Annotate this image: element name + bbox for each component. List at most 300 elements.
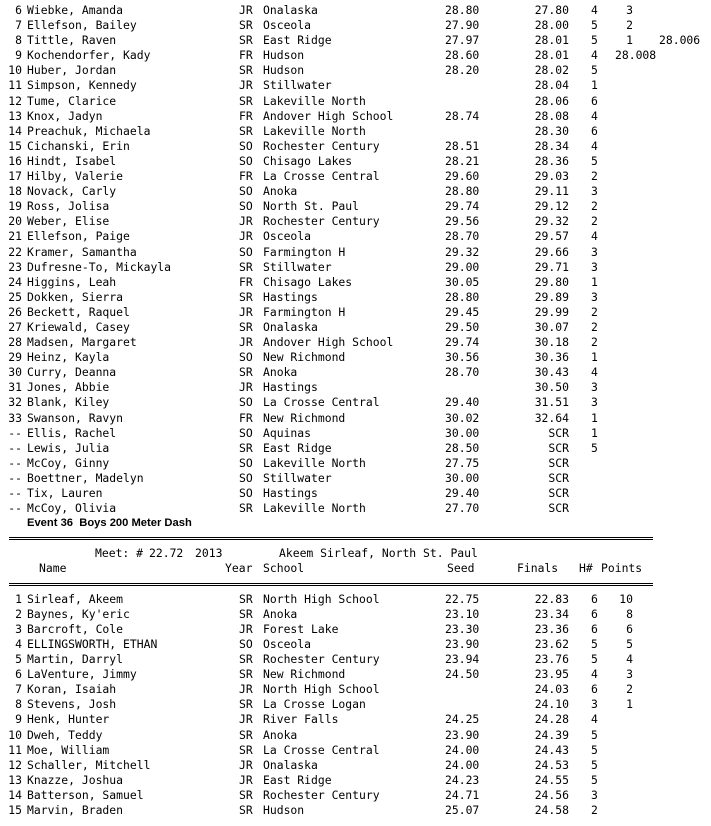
column-header-row bbox=[5, 561, 711, 576]
seed-time: 28.51 bbox=[445, 138, 480, 153]
heat-number: 5 bbox=[591, 63, 598, 78]
points-value: 6 bbox=[626, 621, 633, 636]
seed-time: 24.50 bbox=[445, 667, 480, 682]
boys-results-list bbox=[5, 592, 711, 818]
final-time: 29.32 bbox=[534, 214, 569, 229]
seed-time: 29.00 bbox=[445, 259, 480, 274]
meet-record-line bbox=[5, 546, 711, 561]
event-header-line bbox=[5, 516, 711, 531]
athlete-name: Cichanski, Erin bbox=[27, 138, 130, 153]
seed-time: 28.21 bbox=[445, 153, 480, 168]
school-name: East Ridge bbox=[263, 440, 332, 455]
athlete-name: Knox, Jadyn bbox=[27, 108, 103, 123]
seed-time: 23.30 bbox=[445, 621, 480, 636]
school-name: Rochester Century bbox=[263, 652, 380, 667]
athlete-name: Ross, Jolisa bbox=[27, 199, 110, 214]
heat-number: 2 bbox=[591, 335, 598, 350]
heat-number: 2 bbox=[591, 214, 598, 229]
heat-number: 4 bbox=[591, 365, 598, 380]
col-school: School bbox=[263, 561, 305, 576]
place-cell: 7 bbox=[15, 18, 22, 33]
athlete-name: Batterson, Samuel bbox=[27, 787, 144, 802]
class-year: SO bbox=[239, 470, 253, 485]
heat-number: 5 bbox=[591, 757, 598, 772]
school-name: Lakeville North bbox=[263, 93, 366, 108]
school-name: Hastings bbox=[263, 289, 318, 304]
place-cell: 13 bbox=[8, 108, 22, 123]
result-row bbox=[5, 320, 711, 335]
result-row bbox=[5, 743, 711, 758]
final-time: 28.04 bbox=[534, 78, 569, 93]
class-year: JR bbox=[239, 335, 253, 350]
place-cell: 12 bbox=[8, 93, 22, 108]
heat-number: 3 bbox=[591, 380, 598, 395]
heat-number: 6 bbox=[591, 591, 598, 606]
class-year: JR bbox=[239, 214, 253, 229]
final-time: 29.57 bbox=[534, 229, 569, 244]
seed-time: 22.75 bbox=[445, 591, 480, 606]
heat-number: 4 bbox=[591, 3, 598, 17]
seed-time: 23.10 bbox=[445, 606, 480, 621]
tiebreak-time: 28.006 bbox=[659, 33, 701, 48]
place-cell: 28 bbox=[8, 335, 22, 350]
school-name: La Crosse Logan bbox=[263, 697, 366, 712]
heat-number: 4 bbox=[591, 229, 598, 244]
final-time: 28.00 bbox=[534, 18, 569, 33]
school-name: Anoka bbox=[263, 365, 298, 380]
final-time: 28.08 bbox=[534, 108, 569, 123]
heat-number: 6 bbox=[591, 123, 598, 138]
place-cell: 2 bbox=[15, 606, 22, 621]
class-year: JR bbox=[239, 304, 253, 319]
meet-holder: Akeem Sirleaf, North St. Paul bbox=[279, 546, 478, 561]
result-row bbox=[5, 350, 711, 365]
result-row bbox=[5, 184, 711, 199]
result-row bbox=[5, 788, 711, 803]
final-time: SCR bbox=[548, 455, 569, 470]
points-value: 28.008 bbox=[615, 48, 657, 63]
place-cell: -- bbox=[8, 501, 22, 516]
athlete-name: Weber, Elise bbox=[27, 214, 110, 229]
final-time: 23.76 bbox=[534, 652, 569, 667]
class-year: FR bbox=[239, 48, 253, 63]
place-cell: 5 bbox=[15, 652, 22, 667]
seed-time: 23.90 bbox=[445, 727, 480, 742]
class-year: SR bbox=[239, 501, 253, 516]
athlete-name: Stevens, Josh bbox=[27, 697, 117, 712]
final-time: 24.55 bbox=[534, 772, 569, 787]
school-name: Osceola bbox=[263, 18, 312, 33]
place-cell: 27 bbox=[8, 319, 22, 334]
result-row bbox=[5, 803, 711, 818]
class-year: SR bbox=[239, 591, 253, 606]
class-year: SR bbox=[239, 18, 253, 33]
athlete-name: McCoy, Olivia bbox=[27, 501, 117, 516]
place-cell: 9 bbox=[15, 48, 22, 63]
athlete-name: Ellefson, Bailey bbox=[27, 18, 137, 33]
school-name: Onalaska bbox=[263, 3, 318, 17]
result-row bbox=[5, 441, 711, 456]
athlete-name: Wiebke, Amanda bbox=[27, 3, 124, 17]
seed-time: 24.71 bbox=[445, 787, 480, 802]
result-row bbox=[5, 395, 711, 410]
school-name: Hudson bbox=[263, 48, 305, 63]
athlete-name: Simpson, Kennedy bbox=[27, 78, 137, 93]
place-cell: 6 bbox=[15, 3, 22, 17]
athlete-name: Dweh, Teddy bbox=[27, 727, 103, 742]
school-name: Onalaska bbox=[263, 319, 318, 334]
result-row bbox=[5, 697, 711, 712]
seed-time: 28.50 bbox=[445, 440, 480, 455]
class-year: FR bbox=[239, 169, 253, 184]
athlete-name: Curry, Deanna bbox=[27, 365, 117, 380]
athlete-name: ELLINGSWORTH, ETHAN bbox=[27, 636, 158, 651]
result-row bbox=[5, 682, 711, 697]
result-row bbox=[5, 290, 711, 305]
heat-number: 5 bbox=[591, 727, 598, 742]
final-time: 24.58 bbox=[534, 802, 569, 817]
athlete-name: Baynes, Ky'eric bbox=[27, 606, 130, 621]
points-value: 1 bbox=[626, 33, 633, 48]
athlete-name: Kriewald, Casey bbox=[27, 319, 130, 334]
points-value: 5 bbox=[626, 636, 633, 651]
place-cell: 13 bbox=[8, 772, 22, 787]
final-time: 24.03 bbox=[534, 682, 569, 697]
final-time: 28.01 bbox=[534, 48, 569, 63]
class-year: SO bbox=[239, 486, 253, 500]
class-year: SR bbox=[239, 319, 253, 334]
place-cell: 9 bbox=[15, 712, 22, 727]
class-year: SR bbox=[239, 365, 253, 380]
school-name: Hudson bbox=[263, 802, 305, 817]
class-year: SR bbox=[239, 697, 253, 712]
school-name: Hudson bbox=[263, 63, 305, 78]
heat-number: 5 bbox=[591, 18, 598, 33]
seed-time: 29.40 bbox=[445, 395, 480, 410]
school-name: Anoka bbox=[263, 184, 298, 199]
seed-time: 29.32 bbox=[445, 244, 480, 259]
result-row bbox=[5, 365, 711, 380]
athlete-name: LaVenture, Jimmy bbox=[27, 667, 137, 682]
final-time: 24.39 bbox=[534, 727, 569, 742]
results-document bbox=[5, 3, 711, 818]
place-cell: 18 bbox=[8, 184, 22, 199]
class-year: SR bbox=[239, 787, 253, 802]
result-row bbox=[5, 592, 711, 607]
girls-results-list bbox=[5, 3, 711, 516]
place-cell: 21 bbox=[8, 229, 22, 244]
col-heat: H# bbox=[579, 561, 593, 576]
place-cell: 3 bbox=[15, 621, 22, 636]
athlete-name: Tittle, Raven bbox=[27, 33, 117, 48]
class-year: JR bbox=[239, 78, 253, 93]
class-year: SO bbox=[239, 199, 253, 214]
seed-time: 29.45 bbox=[445, 304, 480, 319]
athlete-name: Ellis, Rachel bbox=[27, 425, 117, 440]
result-row bbox=[5, 94, 711, 109]
athlete-name: Tume, Clarice bbox=[27, 93, 117, 108]
heat-number: 2 bbox=[591, 319, 598, 334]
school-name: Lakeville North bbox=[263, 123, 366, 138]
seed-time: 28.70 bbox=[445, 365, 480, 380]
final-time: 29.12 bbox=[534, 199, 569, 214]
class-year: SR bbox=[239, 440, 253, 455]
school-name: Lakeville North bbox=[263, 501, 366, 516]
place-cell: 10 bbox=[8, 727, 22, 742]
athlete-name: Barcroft, Cole bbox=[27, 621, 124, 636]
final-time: 29.71 bbox=[534, 259, 569, 274]
place-cell: 6 bbox=[15, 667, 22, 682]
seed-time: 28.80 bbox=[445, 3, 480, 17]
final-time: 30.50 bbox=[534, 380, 569, 395]
class-year: SO bbox=[239, 184, 253, 199]
place-cell: 29 bbox=[8, 350, 22, 365]
heat-number: 2 bbox=[591, 802, 598, 817]
result-row bbox=[5, 109, 711, 124]
result-row bbox=[5, 245, 711, 260]
place-cell: 10 bbox=[8, 63, 22, 78]
meet-year: 2013 bbox=[195, 546, 223, 561]
meet-label: Meet: # bbox=[95, 546, 144, 561]
place-cell: 22 bbox=[8, 244, 22, 259]
athlete-name: Hindt, Isabel bbox=[27, 153, 117, 168]
place-cell: -- bbox=[8, 486, 22, 500]
final-time: 28.36 bbox=[534, 153, 569, 168]
seed-time: 28.70 bbox=[445, 229, 480, 244]
class-year: SR bbox=[239, 289, 253, 304]
school-name: Onalaska bbox=[263, 757, 318, 772]
heat-number: 2 bbox=[591, 169, 598, 184]
seed-time: 30.05 bbox=[445, 274, 480, 289]
school-name: Rochester Century bbox=[263, 214, 380, 229]
place-cell: 26 bbox=[8, 304, 22, 319]
school-name: East Ridge bbox=[263, 772, 332, 787]
seed-time: 24.00 bbox=[445, 742, 480, 757]
athlete-name: Madsen, Margaret bbox=[27, 335, 137, 350]
school-name: Stillwater bbox=[263, 259, 332, 274]
class-year: JR bbox=[239, 3, 253, 17]
class-year: FR bbox=[239, 274, 253, 289]
final-time: 28.34 bbox=[534, 138, 569, 153]
school-name: North St. Paul bbox=[263, 199, 360, 214]
athlete-name: Beckett, Raquel bbox=[27, 304, 130, 319]
result-row bbox=[5, 3, 711, 18]
heat-number: 1 bbox=[591, 274, 598, 289]
heat-number: 6 bbox=[591, 93, 598, 108]
athlete-name: Heinz, Kayla bbox=[27, 350, 110, 365]
class-year: JR bbox=[239, 682, 253, 697]
points-value: 4 bbox=[626, 652, 633, 667]
seed-time: 27.97 bbox=[445, 33, 480, 48]
final-time: 29.99 bbox=[534, 304, 569, 319]
heat-number: 1 bbox=[591, 425, 598, 440]
class-year: SR bbox=[239, 123, 253, 138]
athlete-name: Jones, Abbie bbox=[27, 380, 110, 395]
place-cell: 32 bbox=[8, 395, 22, 410]
place-cell: 30 bbox=[8, 365, 22, 380]
result-row bbox=[5, 154, 711, 169]
heat-number: 1 bbox=[591, 350, 598, 365]
athlete-name: Moe, William bbox=[27, 742, 110, 757]
event-title: Event 36 Boys 200 Meter Dash bbox=[27, 517, 192, 530]
heat-number: 5 bbox=[591, 153, 598, 168]
heat-number: 6 bbox=[591, 606, 598, 621]
athlete-name: McCoy, Ginny bbox=[27, 455, 110, 470]
result-row bbox=[5, 652, 711, 667]
seed-time: 29.74 bbox=[445, 199, 480, 214]
seed-time: 30.02 bbox=[445, 410, 480, 425]
heat-number: 3 bbox=[591, 787, 598, 802]
place-cell: 11 bbox=[8, 78, 22, 93]
result-row bbox=[5, 411, 711, 426]
athlete-name: Kochendorfer, Kady bbox=[27, 48, 151, 63]
place-cell: 1 bbox=[15, 591, 22, 606]
seed-time: 28.80 bbox=[445, 289, 480, 304]
athlete-name: Henk, Hunter bbox=[27, 712, 110, 727]
athlete-name: Tix, Lauren bbox=[27, 486, 103, 500]
place-cell: 8 bbox=[15, 697, 22, 712]
athlete-name: Marvin, Braden bbox=[27, 802, 124, 817]
school-name: Osceola bbox=[263, 229, 312, 244]
heat-number: 4 bbox=[591, 108, 598, 123]
athlete-name: Ellefson, Paige bbox=[27, 229, 130, 244]
school-name: Chisago Lakes bbox=[263, 274, 353, 289]
athlete-name: Martin, Darryl bbox=[27, 652, 124, 667]
final-time: 28.01 bbox=[534, 33, 569, 48]
result-row bbox=[5, 124, 711, 139]
athlete-name: Dufresne-To, Mickayla bbox=[27, 259, 172, 274]
result-row bbox=[5, 471, 711, 486]
place-cell: -- bbox=[8, 425, 22, 440]
school-name: Forest Lake bbox=[263, 621, 339, 636]
final-time: SCR bbox=[548, 440, 569, 455]
result-row bbox=[5, 456, 711, 471]
school-name: Stillwater bbox=[263, 78, 332, 93]
place-cell: 8 bbox=[15, 33, 22, 48]
result-row bbox=[5, 33, 711, 48]
col-finals: Finals bbox=[517, 561, 559, 576]
school-name: North High School bbox=[263, 591, 380, 606]
place-cell: -- bbox=[8, 440, 22, 455]
result-row bbox=[5, 426, 711, 441]
class-year: JR bbox=[239, 380, 253, 395]
result-row bbox=[5, 139, 711, 154]
result-row bbox=[5, 78, 711, 93]
final-time: 23.36 bbox=[534, 621, 569, 636]
heat-number: 5 bbox=[591, 742, 598, 757]
seed-time: 29.50 bbox=[445, 319, 480, 334]
seed-time: 28.80 bbox=[445, 184, 480, 199]
class-year: SO bbox=[239, 636, 253, 651]
col-year: Year bbox=[225, 561, 253, 576]
class-year: SO bbox=[239, 153, 253, 168]
heat-number: 3 bbox=[591, 244, 598, 259]
result-row bbox=[5, 305, 711, 320]
seed-time: 23.94 bbox=[445, 652, 480, 667]
place-cell: 16 bbox=[8, 153, 22, 168]
result-row bbox=[5, 607, 711, 622]
points-value: 1 bbox=[626, 697, 633, 712]
final-time: 29.89 bbox=[534, 289, 569, 304]
place-cell: 24 bbox=[8, 274, 22, 289]
result-row bbox=[5, 637, 711, 652]
seed-time: 24.00 bbox=[445, 757, 480, 772]
place-cell: 20 bbox=[8, 214, 22, 229]
seed-time: 28.60 bbox=[445, 48, 480, 63]
seed-time: 28.74 bbox=[445, 108, 480, 123]
seed-time: 24.23 bbox=[445, 772, 480, 787]
heat-number: 2 bbox=[591, 199, 598, 214]
place-cell: 19 bbox=[8, 199, 22, 214]
seed-time: 28.20 bbox=[445, 63, 480, 78]
school-name: New Richmond bbox=[263, 667, 346, 682]
school-name: Farmington H bbox=[263, 304, 346, 319]
class-year: SR bbox=[239, 259, 253, 274]
school-name: Anoka bbox=[263, 606, 298, 621]
final-time: 24.53 bbox=[534, 757, 569, 772]
heat-number: 1 bbox=[591, 78, 598, 93]
result-row bbox=[5, 728, 711, 743]
result-row bbox=[5, 63, 711, 78]
final-time: 24.56 bbox=[534, 787, 569, 802]
school-name: Chisago Lakes bbox=[263, 153, 353, 168]
seed-time: 29.56 bbox=[445, 214, 480, 229]
final-time: 28.06 bbox=[534, 93, 569, 108]
final-time: 28.30 bbox=[534, 123, 569, 138]
school-name: Lakeville North bbox=[263, 455, 366, 470]
school-name: Aquinas bbox=[263, 425, 312, 440]
athlete-name: Schaller, Mitchell bbox=[27, 757, 151, 772]
heat-number: 5 bbox=[591, 440, 598, 455]
athlete-name: Boettner, Madelyn bbox=[27, 470, 144, 485]
place-cell: 14 bbox=[8, 787, 22, 802]
class-year: JR bbox=[239, 621, 253, 636]
final-time: 24.43 bbox=[534, 742, 569, 757]
points-value: 10 bbox=[619, 591, 633, 606]
points-value: 3 bbox=[626, 667, 633, 682]
final-time: 30.18 bbox=[534, 335, 569, 350]
class-year: JR bbox=[239, 229, 253, 244]
seed-time: 23.90 bbox=[445, 636, 480, 651]
class-year: SO bbox=[239, 425, 253, 440]
school-name: Stillwater bbox=[263, 470, 332, 485]
school-name: La Crosse Central bbox=[263, 742, 380, 757]
school-name: La Crosse Central bbox=[263, 395, 380, 410]
result-row bbox=[5, 48, 711, 63]
heat-number: 3 bbox=[591, 289, 598, 304]
class-year: SO bbox=[239, 455, 253, 470]
final-time: SCR bbox=[548, 486, 569, 500]
class-year: SO bbox=[239, 395, 253, 410]
athlete-name: Swanson, Ravyn bbox=[27, 410, 124, 425]
result-row bbox=[5, 622, 711, 637]
result-row bbox=[5, 667, 711, 682]
seed-time: 27.75 bbox=[445, 455, 480, 470]
double-rule bbox=[5, 577, 711, 592]
result-row bbox=[5, 380, 711, 395]
athlete-name: Lewis, Julia bbox=[27, 440, 110, 455]
place-cell: 11 bbox=[8, 742, 22, 757]
class-year: FR bbox=[239, 108, 253, 123]
school-name: North High School bbox=[263, 682, 380, 697]
class-year: JR bbox=[239, 757, 253, 772]
result-row bbox=[5, 18, 711, 33]
athlete-name: Preachuk, Michaela bbox=[27, 123, 151, 138]
final-time: 29.03 bbox=[534, 169, 569, 184]
place-cell: 7 bbox=[15, 682, 22, 697]
seed-time: 24.25 bbox=[445, 712, 480, 727]
school-name: New Richmond bbox=[263, 410, 346, 425]
